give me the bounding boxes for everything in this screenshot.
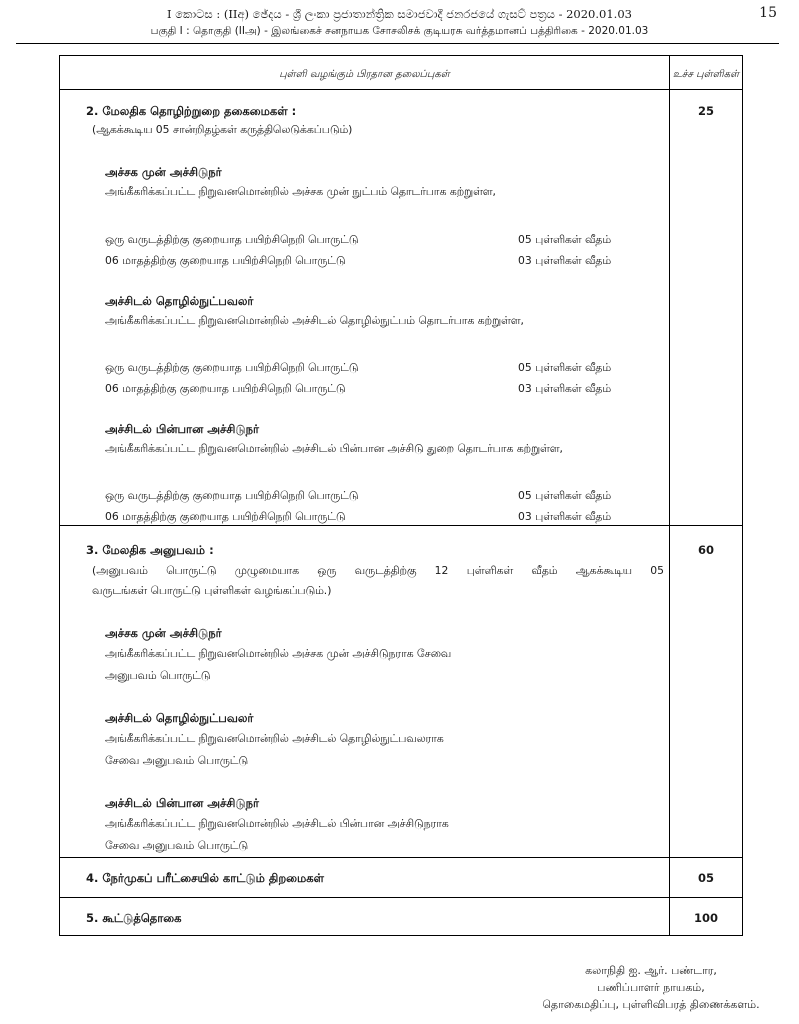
group-description: அனுபவம் பொருட்டு [105,669,211,682]
rate-label: 06 மாதத்திற்கு குறையாத பயிற்சிநெறி பொருட்டு [105,382,346,395]
signatory-department: தொகைமதிப்பு, புள்ளிவிபரத் திணைக்களம். [542,998,760,1011]
rate-label: 06 மாதத்திற்கு குறையாத பயிற்சிநெறி பொருட்டு [105,510,346,523]
section3-note-line2: வருடங்கள் பொருட்டு புள்ளிகள் வழங்கப்படும்.) [92,584,332,597]
group-description: சேவை அனுபவம் பொருட்டு [105,754,248,767]
section4-score: 05 [697,871,714,885]
section4-divider [60,897,742,898]
signatory-title: பணிப்பாளர் நாயகம், [597,981,705,994]
gazette-header-sinhala: I කොටස : (IIඅ) ඡේදය - ශ්‍රී ලංකා ප්‍රජාතාන්ත්‍රික සමාජවාදී ජනරජයේ ගැසට් පත්‍රය - 2020.01.03 [167,7,632,21]
column-divider [669,56,670,935]
section3-note-line1: (அனுபவம் பொருட்டு முழுமையாக ஒரு வருடத்திற்கு 12 புள்ளிகள் வீதம் ஆகக்கூடிய 05 [92,564,664,577]
rate-label: ஒரு வருடத்திற்கு குறையாத பயிற்சிநெறி பொருட்டு [105,233,359,246]
column-header-main: புள்ளி வழங்கும் பிரதான தலைப்புகள் [279,69,450,80]
section3-divider [60,857,742,858]
column-header-score: உச்ச புள்ளிகள் [672,69,740,80]
header-row-divider [60,89,742,90]
section2-title: 2. மேலதிக தொழிற்றுறை தகைமைகள் : [86,104,297,118]
group-description: அங்கீகரிக்கப்பட்ட நிறுவனமொன்றில் அச்சிடல் தொழில்நுட்பம் தொடர்பாக கற்றுள்ள, [105,314,524,327]
group-title: அச்சிடல் பின்பான அச்சிடுநர் [105,796,260,810]
section3-score: 60 [697,543,714,557]
section3-title: 3. மேலதிக அனுபவம் : [86,543,214,557]
group-description: அங்கீகரிக்கப்பட்ட நிறுவனமொன்றில் அச்சிடல் தொழில்நுட்பவலராக [105,732,444,745]
group-title: அச்சிடல் பின்பான அச்சிடுநர் [105,422,260,436]
marks-table [59,55,743,936]
rate-value: 05 புள்ளிகள் வீதம் [518,233,612,246]
rate-value: 05 புள்ளிகள் வீதம் [518,489,612,502]
rate-label: 06 மாதத்திற்கு குறையாத பயிற்சிநெறி பொருட்டு [105,254,346,267]
rate-value: 03 புள்ளிகள் வீதம் [518,254,612,267]
group-description: சேவை அனுபவம் பொருட்டு [105,839,248,852]
section2-note: (ஆகக்கூடிய 05 சான்றிதழ்கள் கருத்திலெடுக்கப்படும்) [92,123,353,136]
group-description: அங்கீகரிக்கப்பட்ட நிறுவனமொன்றில் அச்சக முன் அச்சிடுநராக சேவை [105,647,452,660]
group-description: அங்கீகரிக்கப்பட்ட நிறுவனமொன்றில் அச்சக முன் நுட்பம் தொடர்பாக கற்றுள்ள, [105,185,496,198]
group-description: அங்கீகரிக்கப்பட்ட நிறுவனமொன்றில் அச்சிடல் பின்பான அச்சிடு துறை தொடர்பாக கற்றுள்ள, [105,442,563,455]
rate-value: 05 புள்ளிகள் வீதம் [518,361,612,374]
section2-divider [60,525,742,526]
page-number: 15 [759,5,777,21]
rate-label: ஒரு வருடத்திற்கு குறையாத பயிற்சிநெறி பொருட்டு [105,361,359,374]
group-title: அச்சக முன் அச்சிடுநர் [105,165,222,179]
signature-block [531,962,771,1013]
section4-title: 4. நேர்முகப் பரீட்சையில் காட்டும் திறமைகள் [86,871,325,885]
section2-score: 25 [697,104,714,118]
group-title: அச்சக முன் அச்சிடுநர் [105,626,222,640]
rate-value: 03 புள்ளிகள் வீதம் [518,382,612,395]
group-title: அச்சிடல் தொழில்நுட்பவலர் [105,711,254,725]
section5-title: 5. கூட்டுத்தொகை [86,911,182,925]
gazette-header-tamil: பகுதி I : தொகுதி (IIஅ) - இலங்கைச் சனநாயக சோசலிசக் குடியரசு வர்த்தமானப் பத்திரிகை - 2020.01.03 [150,25,649,37]
group-title: அச்சிடல் தொழில்நுட்பவலர் [105,294,254,308]
rate-label: ஒரு வருடத்திற்கு குறையாத பயிற்சிநெறி பொருட்டு [105,489,359,502]
signatory-name: கலாநிதி ஐ. ஆர். பண்டார, [585,964,717,977]
group-description: அங்கீகரிக்கப்பட்ட நிறுவனமொன்றில் அச்சிடல் பின்பான அச்சிடுநராக [105,817,449,830]
rate-value: 03 புள்ளிகள் வீதம் [518,510,612,523]
header-rule [16,43,779,44]
section5-score: 100 [693,911,718,925]
